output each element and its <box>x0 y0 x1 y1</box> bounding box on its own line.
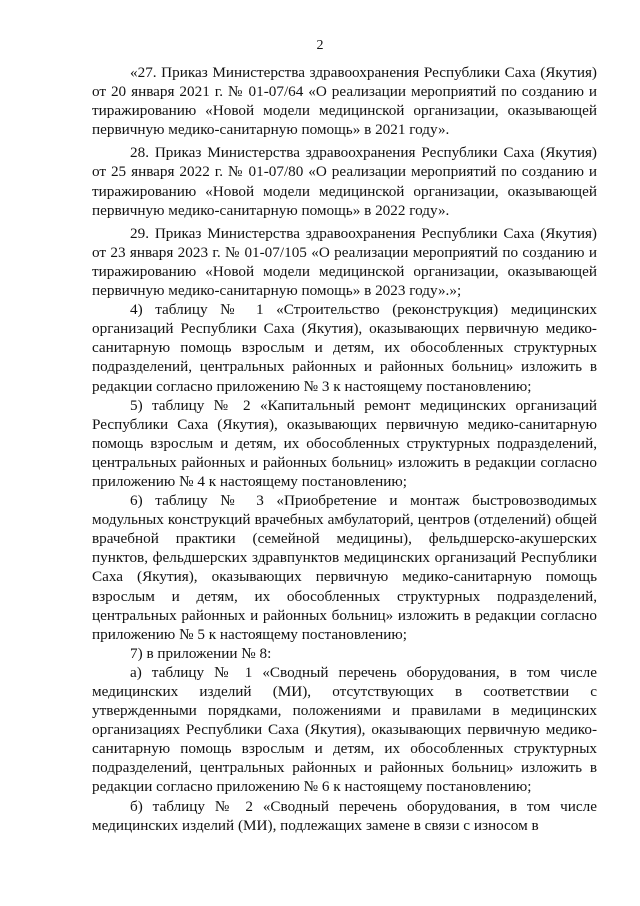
paragraph-item-6: 6) таблицу № 3 «Приобретение и монтаж быстровозводимых модульных конструкций врачебных амбулаторий, центров (отделений) общей врачебной практики (семейной медицины), фельдшерско-акушерских пунктов, фельдшерских здравпунктов медицинских организаций Республики Саха (Якутия), оказывающих первичную медико-санитарную помощь взрослым и детям, их обособленных структурных подразделений, центральных районных и районных больниц» изложить в редакции согласно приложению № 5 к настоящему постановлению; <box>92 492 597 643</box>
paragraph-order-27: «27. Приказ Министерства здравоохранения Республики Саха (Якутия) от 20 января 2021 г. № 01-07/64 «О реализации мероприятий по созданию и тиражированию «Новой модели медицинской организации, оказывающей первичную медико-санитарную помощь» в 2021 году». <box>92 64 597 139</box>
paragraph-item-7b: б) таблицу № 2 «Сводный перечень оборудования, в том числе медицинских изделий (МИ), подлежащих замене в связи с износом в <box>92 797 597 834</box>
paragraph-item-5: 5) таблицу № 2 «Капитальный ремонт медицинских организаций Республики Саха (Якутия), оказывающих первичную медико-санитарную помощь взрослым и детям, их обособленных структурных подразделений, центральных районных и районных больниц» изложить в редакции согласно приложению № 4 к настоящему постановлению; <box>92 396 597 490</box>
paragraph-item-4: 4) таблицу № 1 «Строительство (реконструкция) медицинских организаций Республики Саха (Якутия), оказывающих первичную медико-санитарную помощь взрослым и детям, их обособленных структурных подразделений, центральных районных и районных больниц» изложить в редакции согласно приложению № 3 к настоящему постановлению; <box>92 301 597 395</box>
document-body <box>92 63 597 835</box>
paragraph-order-28: 28. Приказ Министерства здравоохранения Республики Саха (Якутия) от 25 января 2022 г. № 01-07/80 «О реализации мероприятий по созданию и тиражированию «Новой модели медицинской организации, оказывающей первичную медико-санитарную помощь» в 2022 году». <box>92 144 597 219</box>
paragraph-item-7: 7) в приложении № 8: <box>130 644 272 662</box>
paragraph-order-29: 29. Приказ Министерства здравоохранения Республики Саха (Якутия) от 23 января 2023 г. № 01-07/105 «О реализации мероприятий по созданию и тиражированию «Новой модели медицинской организации, оказывающей первичную медико-санитарную помощь» в 2023 году».»; <box>92 224 597 300</box>
page-number: 2 <box>316 38 324 53</box>
paragraph-item-7a: а) таблицу № 1 «Сводный перечень оборудования, в том числе медицинских изделий (МИ), отсутствующих в соответствии с утвержденными порядками, положениями и правилами в медицинских организациях Республики Саха (Якутия), оказывающих первичную медико-санитарную помощь взрослым и детям, их обособленных структурных подразделений, центральных районных и районных больниц» изложить в редакции согласно приложению № 6 к настоящему постановлению; <box>92 663 597 796</box>
